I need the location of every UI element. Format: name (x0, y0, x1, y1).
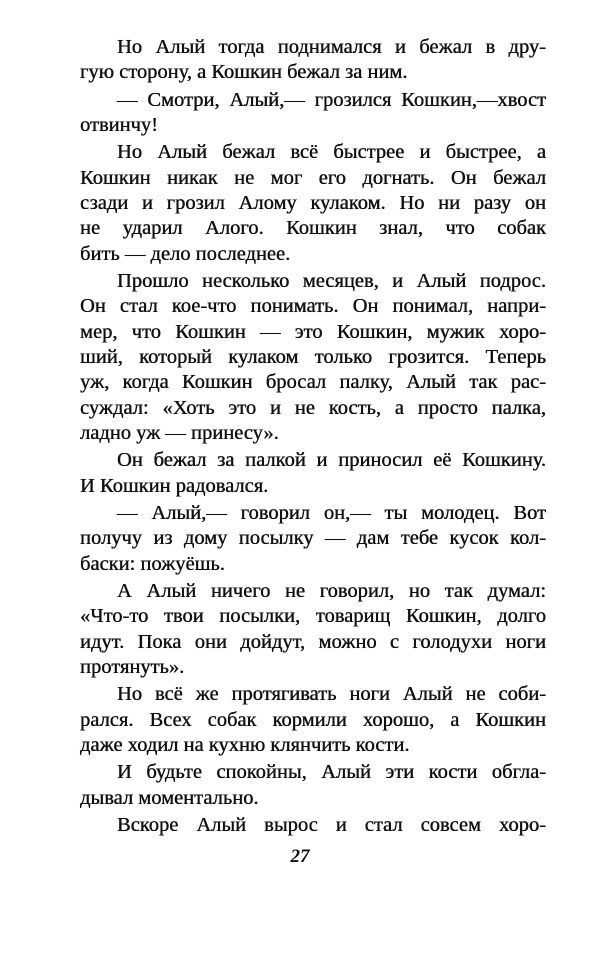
text-line: Прошло несколько месяцев, и Алый подрос. (117, 269, 546, 292)
text-line: А Алый ничего не говорил, но так думал: (117, 579, 546, 602)
text-line: суждал: «Хоть это и не кость, а просто палка, (80, 396, 546, 419)
text-line: — Смотри, Алый,— грозился Кошкин,—хвост (117, 88, 546, 111)
paragraph (80, 88, 546, 139)
text-line: отвинчу! (80, 113, 158, 136)
text-line: дывал моментально. (80, 786, 259, 809)
text-line: Но Алый бежал всё быстрее и быстрее, а (117, 141, 546, 164)
text-line: не ударил Алого. Кошкин знал, что собак (80, 217, 546, 240)
text-line: баски: пожуёшь. (80, 552, 225, 575)
text-line: бить — дело последнее. (80, 242, 291, 265)
paragraph (80, 35, 546, 86)
text-line: сзади и грозил Алому кулаком. Но ни разу он (80, 191, 546, 214)
paragraph (80, 140, 546, 267)
text-line: гую сторону, а Кошкин бежал за ним. (80, 61, 408, 84)
paragraph (80, 579, 546, 681)
text-line: уж, когда Кошкин бросал палку, Алый так рас- (80, 371, 546, 394)
text-line: даже ходил на кухню клянчить кости. (80, 734, 410, 757)
paragraph (80, 501, 546, 577)
text-line: — Алый,— говорил он,— ты молодец. Вот (117, 502, 546, 525)
text-line: «Что-то твои посылки, товарищ Кошкин, долго (80, 605, 546, 628)
text-line: И Кошкин радовался. (80, 474, 269, 497)
paragraph (80, 682, 546, 758)
text-line: протянуть». (80, 656, 185, 679)
page-number: 27 (290, 846, 310, 867)
paragraph (80, 813, 546, 838)
text-line: Вскоре Алый вырос и стал совсем хоро- (117, 813, 546, 836)
text-line: идут. Пока они дойдут, можно с голодухи ноги (80, 630, 546, 653)
text-line: мер, что Кошкин — это Кошкин, мужик хоро- (80, 320, 546, 343)
page-body-text (80, 35, 546, 840)
text-line: Но Алый тогда поднимался и бежал в дру- (117, 36, 546, 58)
text-line: Но всё же протягивать ноги Алый не соби- (117, 683, 546, 706)
text-line: Он стал кое-что понимать. Он понимал, напри- (80, 295, 546, 318)
text-line: Кошкин никак не мог его догнать. Он бежал (80, 166, 546, 189)
text-line: И будьте спокойны, Алый эти кости обгла- (117, 761, 546, 784)
paragraph (80, 448, 546, 499)
text-line: получу из дому посылку — дам тебе кусок кол- (80, 527, 546, 550)
paragraph (80, 760, 546, 811)
text-line: Он бежал за палкой и приносил её Кошкину. (117, 449, 546, 472)
paragraph (80, 269, 546, 447)
text-line: ший, который кулаком только грозится. Теперь (80, 346, 546, 369)
text-line: рался. Всех собак кормили хорошо, а Кошкин (80, 708, 546, 731)
text-line: ладно уж — принесу». (80, 422, 279, 445)
